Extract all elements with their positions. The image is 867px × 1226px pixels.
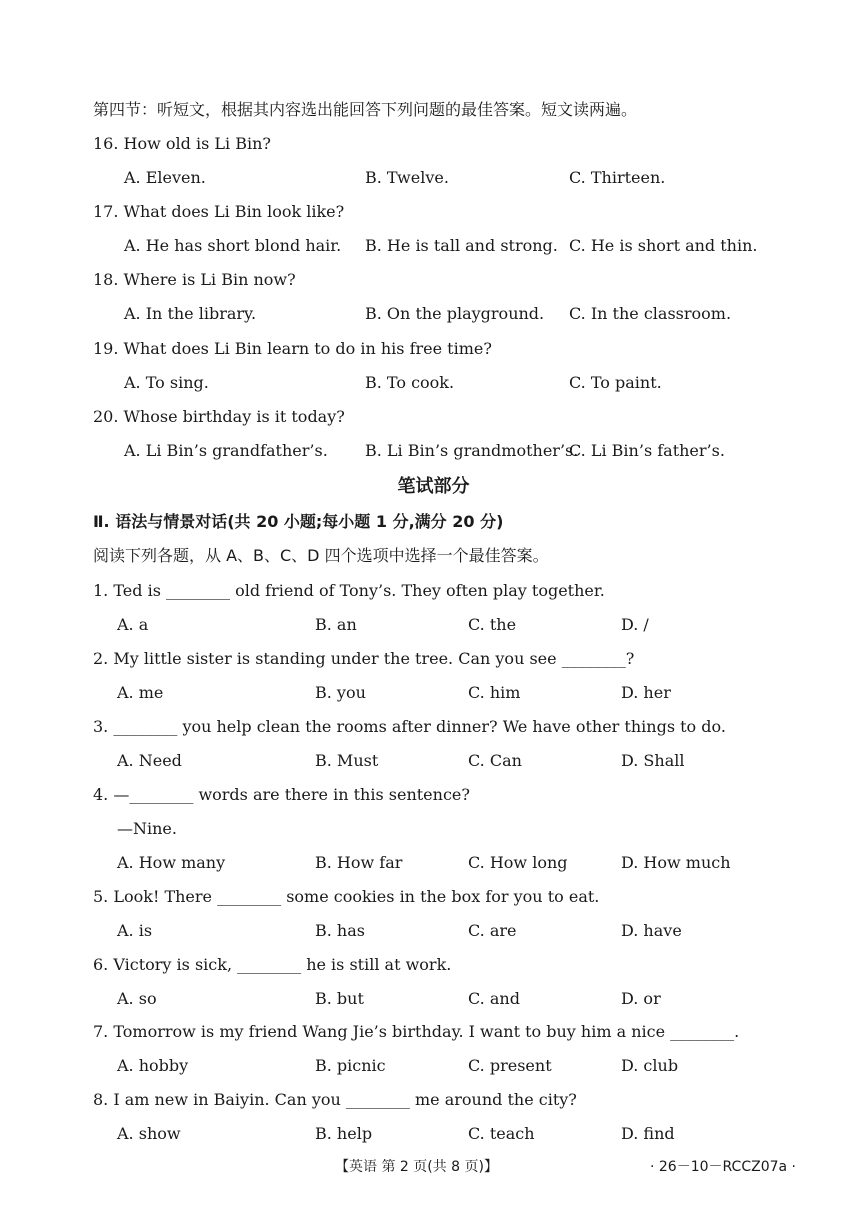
option-18-b: B. On the playground. — [365, 304, 545, 323]
question-8: 8. I am new in Baiyin. Can you ________ me around the city? — [93, 1090, 577, 1109]
option-6-b: B. but — [315, 989, 364, 1008]
option-17-c: C. He is short and thin. — [569, 236, 758, 255]
option-16-b: B. Twelve. — [365, 168, 449, 187]
question-20: 20. Whose birthday is it today? — [93, 407, 345, 426]
question-4-reply: —Nine. — [117, 819, 177, 838]
option-19-a: A. To sing. — [124, 373, 209, 392]
option-2-a: A. me — [117, 683, 164, 702]
option-1-b: B. an — [315, 615, 357, 634]
question-1: 1. Ted is ________ old friend of Tony’s. They often play together. — [93, 581, 605, 600]
option-4-b: B. How far — [315, 853, 403, 872]
option-20-c: C. Li Bin’s father’s. — [569, 441, 725, 460]
option-2-b: B. you — [315, 683, 366, 702]
option-3-b: B. Must — [315, 751, 379, 770]
option-7-c: C. present — [468, 1056, 552, 1075]
option-7-a: A. hobby — [117, 1056, 189, 1075]
option-2-d: D. her — [621, 683, 671, 702]
option-17-b: B. He is tall and strong. — [365, 236, 558, 255]
section-2-title: Ⅱ. 语法与情景对话(共 20 小题;每小题 1 分,满分 20 分) — [93, 512, 504, 531]
question-19: 19. What does Li Bin learn to do in his free time? — [93, 339, 492, 358]
option-18-a: A. In the library. — [124, 304, 257, 323]
option-19-c: C. To paint. — [569, 373, 662, 392]
option-5-c: C. are — [468, 921, 517, 940]
option-6-d: D. or — [621, 989, 661, 1008]
question-6: 6. Victory is sick, ________ he is still at work. — [93, 955, 452, 974]
question-4: 4. —________ words are there in this sentence? — [93, 785, 470, 804]
option-7-d: D. club — [621, 1056, 679, 1075]
option-8-a: A. show — [117, 1124, 181, 1143]
option-1-c: C. the — [468, 615, 517, 634]
option-5-b: B. has — [315, 921, 365, 940]
option-5-a: A. is — [117, 921, 153, 940]
option-6-a: A. so — [117, 989, 157, 1008]
option-3-d: D. Shall — [621, 751, 685, 770]
question-2: 2. My little sister is standing under the tree. Can you see ________? — [93, 649, 635, 668]
option-8-d: D. find — [621, 1124, 675, 1143]
option-5-d: D. have — [621, 921, 682, 940]
option-18-c: C. In the classroom. — [569, 304, 732, 323]
question-18: 18. Where is Li Bin now? — [93, 270, 296, 289]
exam-code-footer: · 26－10－RCCZ07a · — [650, 1159, 796, 1175]
option-7-b: B. picnic — [315, 1056, 386, 1075]
option-6-c: C. and — [468, 989, 520, 1008]
question-3: 3. ________ you help clean the rooms after dinner? We have other things to do. — [93, 717, 726, 736]
option-3-c: C. Can — [468, 751, 522, 770]
question-7: 7. Tomorrow is my friend Wang Jie’s birthday. I want to buy him a nice ________. — [93, 1022, 740, 1041]
question-5: 5. Look! There ________ some cookies in the box for you to eat. — [93, 887, 600, 906]
question-16: 16. How old is Li Bin? — [93, 134, 271, 153]
written-part-heading: 笔试部分 — [397, 476, 470, 497]
option-1-a: A. a — [117, 615, 149, 634]
option-8-b: B. help — [315, 1124, 373, 1143]
question-17: 17. What does Li Bin look like? — [93, 202, 345, 221]
option-19-b: B. To cook. — [365, 373, 455, 392]
option-16-a: A. Eleven. — [124, 168, 206, 187]
page-number-footer: 【英语 第 2 页(共 8 页)】 — [335, 1159, 498, 1175]
option-20-a: A. Li Bin’s grandfather’s. — [124, 441, 328, 460]
option-4-c: C. How long — [468, 853, 568, 872]
option-1-d: D. / — [621, 615, 649, 634]
option-2-c: C. him — [468, 683, 521, 702]
option-8-c: C. teach — [468, 1124, 535, 1143]
option-4-d: D. How much — [621, 853, 731, 872]
option-4-a: A. How many — [117, 853, 226, 872]
option-16-c: C. Thirteen. — [569, 168, 666, 187]
part4-instruction: 第四节：听短文，根据其内容选出能回答下列问题的最佳答案。短文读两遍。 — [93, 100, 638, 119]
option-17-a: A. He has short blond hair. — [124, 236, 342, 255]
option-20-b: B. Li Bin’s grandmother’s. — [365, 441, 579, 460]
option-3-a: A. Need — [117, 751, 182, 770]
section-2-instruction: 阅读下列各题，从 A、B、C、D 四个选项中选择一个最佳答案。 — [93, 546, 549, 565]
